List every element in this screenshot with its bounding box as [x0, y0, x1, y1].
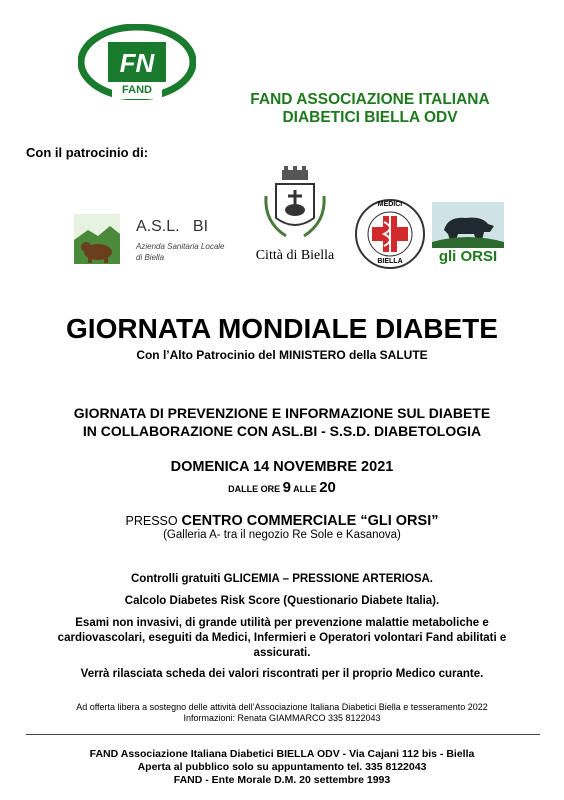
medici-logo [354, 198, 426, 270]
biella-logo [246, 166, 344, 266]
fand-logo-text: FAND [122, 84, 152, 96]
asl-logo [70, 212, 225, 268]
event-description-line2: IN COLLABORAZIONE CON ASL.BI - S.S.D. DIABETOLOGIA [82, 423, 482, 439]
venue-note: (Galleria A- tra il negozio Re Sole e Kasanova) [163, 529, 401, 541]
organization-line2: DIABETICI BIELLA ODV [282, 109, 458, 126]
footer-line1: FAND Associazione Italiana Diabetici BIELLA ODV - Via Cajani 112 bis - Biella [89, 748, 475, 760]
services-line2: Calcolo Diabetes Risk Score (Questionario Diabete Italia). [124, 595, 440, 607]
event-title: GIORNATA MONDIALE DIABETE [66, 313, 498, 344]
footer-line2: Aperta al pubblico solo su appuntamento tel. 335 8122043 [137, 761, 427, 773]
event-date: DOMENICA 14 NOVEMBRE 2021 [170, 459, 394, 475]
event-description-line1: GIORNATA DI PREVENZIONE E INFORMAZIONE SUL DIABETE [73, 405, 491, 421]
event-hours [0, 479, 564, 496]
services-line4: Verrà rilasciata scheda dei valori riscontrati per il proprio Medico curante. [80, 668, 484, 680]
bear-icon [432, 202, 504, 248]
biella-name: Città di Biella [255, 248, 335, 263]
asl-line1: Azienda Sanitaria Locale [136, 242, 225, 251]
footer-line3: FAND - Ente Morale D.M. 20 settembre 1993 [173, 774, 391, 786]
organization-name [200, 91, 540, 127]
svg-text:FN: FN [119, 48, 155, 78]
bear-icon [70, 212, 126, 268]
event-venue [0, 512, 564, 529]
patrocinio-label: Con il patrocinio di: [26, 145, 149, 160]
organization-line1: FAND ASSOCIAZIONE ITALIANA [250, 91, 490, 108]
orsi-logo [432, 202, 504, 268]
event-description [0, 404, 564, 440]
orsi-name: gli ORSI [438, 248, 498, 265]
hours-to: 20 [319, 479, 336, 496]
services-line3: Esami non invasivi, di grande utilità per prevenzione malattie metaboliche e cardiovascolari, eseguiti da Medici, Infermieri e Operatori volontari Fand abilitati e assicurati. [57, 617, 507, 659]
asl-name: A.S.L. BI [136, 218, 209, 235]
offer-note-line2: Informazioni: Renata GIAMMARCO 335 8122043 [183, 713, 381, 723]
hours-from-label: DALLE ORE [228, 484, 281, 494]
medici-bottom-text: BIELLA [377, 258, 403, 265]
venue-name: CENTRO COMMERCIALE “GLI ORSI” [181, 513, 439, 529]
asl-line2: di Biella [136, 253, 165, 262]
footer-divider [26, 734, 540, 735]
offer-note-line1: Ad offerta libera a sostegno delle attività dell’Associazione Italiana Diabetici Biella e tesseramento 2022 [76, 702, 488, 712]
services-line1: Controlli gratuiti GLICEMIA – PRESSIONE ARTERIOSA. [131, 573, 433, 585]
fand-logo-icon [78, 24, 196, 100]
medici-top-text: MEDICI [377, 201, 403, 208]
coat-of-arms-icon [246, 166, 344, 244]
hours-to-label: ALLE [293, 484, 317, 494]
hours-from: 9 [282, 479, 291, 496]
event-subtitle: Con l’Alto Patrocinio del MINISTERO della SALUTE [136, 348, 428, 362]
venue-prefix: PRESSO [125, 514, 178, 528]
